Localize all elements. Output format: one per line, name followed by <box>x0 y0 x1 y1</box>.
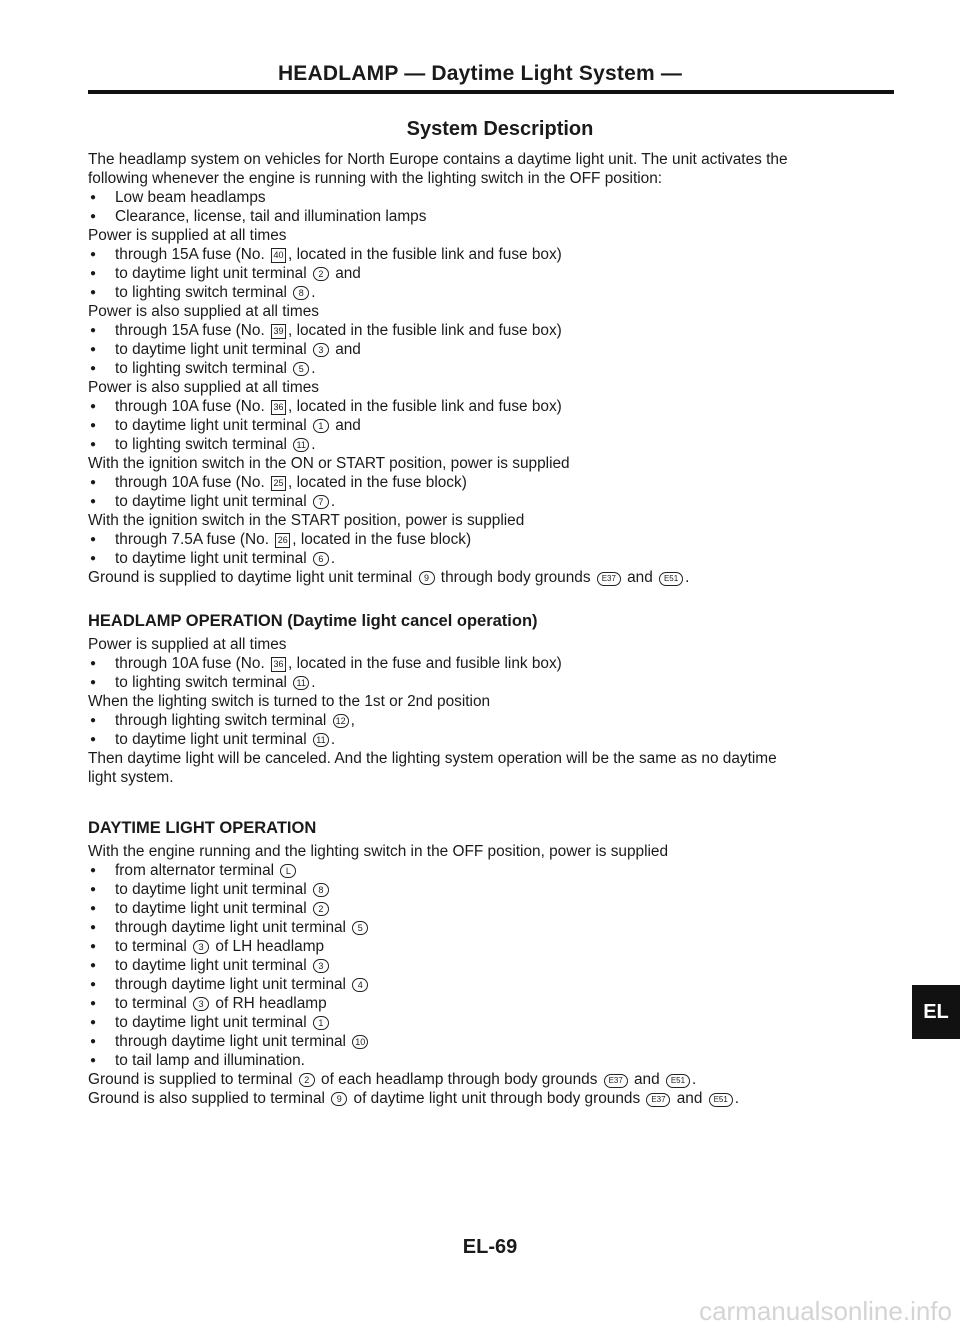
list-item: ● to daytime light unit terminal 2 <box>88 899 898 918</box>
watermark: carmanualsonline.info <box>699 1296 952 1326</box>
list-item: ● to daytime light unit terminal 11 . <box>88 730 898 749</box>
page-header-title: HEADLAMP — Daytime Light System — <box>277 62 683 85</box>
paragraph-head: When the lighting switch is turned to the 1st or 2nd position <box>88 693 491 710</box>
section-tab: EL <box>912 985 960 1039</box>
paragraph-head: Power is also supplied at all times <box>88 303 319 320</box>
subsection-title: HEADLAMP OPERATION (Daytime light cancel operation) <box>88 612 538 630</box>
paragraph-head: With the ignition switch in the START position, power is supplied <box>88 512 525 529</box>
subsection-title: DAYTIME LIGHT OPERATION <box>88 819 317 837</box>
terminal-number: 4 <box>352 978 368 992</box>
terminal-number: 9 <box>331 1092 347 1106</box>
paragraph-text: Then daytime light will be canceled. And the lighting system operation will be the same as no daytime <box>88 750 777 767</box>
paragraph-head: With the ignition switch in the ON or START position, power is supplied <box>88 455 570 472</box>
list-item: ● to terminal 3 of LH headlamp <box>88 937 898 956</box>
paragraph-text: light system. <box>88 769 174 786</box>
daytime-list <box>88 861 898 1051</box>
list-item: ● through 15A fuse (No. 40 , located in the fusible link and fuse box) <box>88 245 898 264</box>
ground-symbol: E51 <box>666 1074 690 1088</box>
section-title: System Description <box>406 118 594 140</box>
list-item: ● to daytime light unit terminal 3 and <box>88 340 898 359</box>
page-number: EL-69 <box>462 1236 518 1258</box>
list-item: ● to lighting switch terminal 11 . <box>88 435 898 454</box>
terminal-number: 3 <box>313 959 329 973</box>
list-item: ● through 10A fuse (No. 36 , located in the fuse and fusible link box) <box>88 654 898 673</box>
terminal-number: 3 <box>193 997 209 1011</box>
list-item: ● through 7.5A fuse (No. 26 , located in the fuse block) <box>88 530 898 549</box>
terminal-number: 3 <box>313 343 329 357</box>
terminal-number: 1 <box>313 1016 329 1030</box>
terminal-number: 12 <box>333 714 349 728</box>
list-item: ● to lighting switch terminal 11 . <box>88 673 898 692</box>
list-item: ● to daytime light unit terminal 2 and <box>88 264 898 283</box>
intro-line-2: following whenever the engine is running with the lighting switch in the OFF position: <box>88 170 663 187</box>
fuse-number: 40 <box>271 248 286 263</box>
ground-symbol: E37 <box>604 1074 628 1088</box>
ground-symbol: E37 <box>597 572 621 586</box>
list-item: ● to lighting switch terminal 8 . <box>88 283 898 302</box>
terminal-number: L <box>280 864 296 878</box>
terminal-number: 6 <box>313 552 329 566</box>
fuse-number: 25 <box>271 476 286 491</box>
terminal-number: 3 <box>193 940 209 954</box>
ground-symbol: E37 <box>646 1093 670 1107</box>
list-item: ● Clearance, license, tail and illumination lamps <box>88 207 898 226</box>
terminal-number: 11 <box>293 438 309 452</box>
list-item: ● from alternator terminal L <box>88 861 898 880</box>
paragraph-head: Power is supplied at all times <box>88 227 287 244</box>
terminal-number: 2 <box>299 1073 315 1087</box>
list-item: ● to daytime light unit terminal 8 <box>88 880 898 899</box>
list-item: ● through 10A fuse (No. 25 , located in the fuse block) <box>88 473 898 492</box>
paragraph-head: Power is also supplied at all times <box>88 379 319 396</box>
terminal-number: 8 <box>313 883 329 897</box>
intro-line-1: The headlamp system on vehicles for North Europe contains a daytime light unit. The unit activates the <box>88 151 788 168</box>
list-item: ● to daytime light unit terminal 1 and <box>88 416 898 435</box>
terminal-number: 5 <box>293 362 309 376</box>
list-item: ● to daytime light unit terminal 1 <box>88 1013 898 1032</box>
terminal-number: 2 <box>313 902 329 916</box>
terminal-number: 10 <box>352 1035 368 1049</box>
list-item: ● through daytime light unit terminal 5 <box>88 918 898 937</box>
list-item: ● through 10A fuse (No. 36 , located in the fusible link and fuse box) <box>88 397 898 416</box>
list-item: ● to lighting switch terminal 5 . <box>88 359 898 378</box>
list-item: ● to daytime light unit terminal 6 . <box>88 549 898 568</box>
list-item: ● to tail lamp and illumination. <box>88 1051 898 1070</box>
terminal-number: 2 <box>313 267 329 281</box>
ground-symbol: E51 <box>709 1093 733 1107</box>
fuse-number: 36 <box>271 657 286 672</box>
terminal-number: 11 <box>293 676 309 690</box>
fuse-number: 36 <box>271 400 286 415</box>
list-item: ● through 15A fuse (No. 39 , located in the fusible link and fuse box) <box>88 321 898 340</box>
terminal-number: 7 <box>313 495 329 509</box>
ground-paragraph: Ground is also supplied to terminal 9 of daytime light unit through body grounds E37 and E51 . <box>88 1090 739 1107</box>
ground-paragraph: Ground is supplied to terminal 2 of each headlamp through body grounds E37 and E51 . <box>88 1071 697 1088</box>
list-item: ● Low beam headlamps <box>88 188 898 207</box>
list-item: ● to daytime light unit terminal 7 . <box>88 492 898 511</box>
terminal-number: 1 <box>313 419 329 433</box>
paragraph-head: With the engine running and the lighting switch in the OFF position, power is supplied <box>88 843 669 860</box>
paragraph-head: Power is supplied at all times <box>88 636 287 653</box>
fuse-number: 39 <box>271 324 286 339</box>
terminal-number: 5 <box>352 921 368 935</box>
list-item: ● through lighting switch terminal 12 , <box>88 711 898 730</box>
header-rule <box>88 90 894 94</box>
list-item: ● through daytime light unit terminal 4 <box>88 975 898 994</box>
list-item: ● to daytime light unit terminal 3 <box>88 956 898 975</box>
ground-symbol: E51 <box>659 572 683 586</box>
document-body <box>88 150 898 1108</box>
ground-paragraph: Ground is supplied to daytime light unit terminal 9 through body grounds E37 and E51 . <box>88 569 690 586</box>
terminal-number: 9 <box>419 571 435 585</box>
terminal-number: 8 <box>293 286 309 300</box>
terminal-number: 11 <box>313 733 329 747</box>
list-item: ● to terminal 3 of RH headlamp <box>88 994 898 1013</box>
list-item: ● through daytime light unit terminal 10 <box>88 1032 898 1051</box>
fuse-number: 26 <box>275 533 290 548</box>
